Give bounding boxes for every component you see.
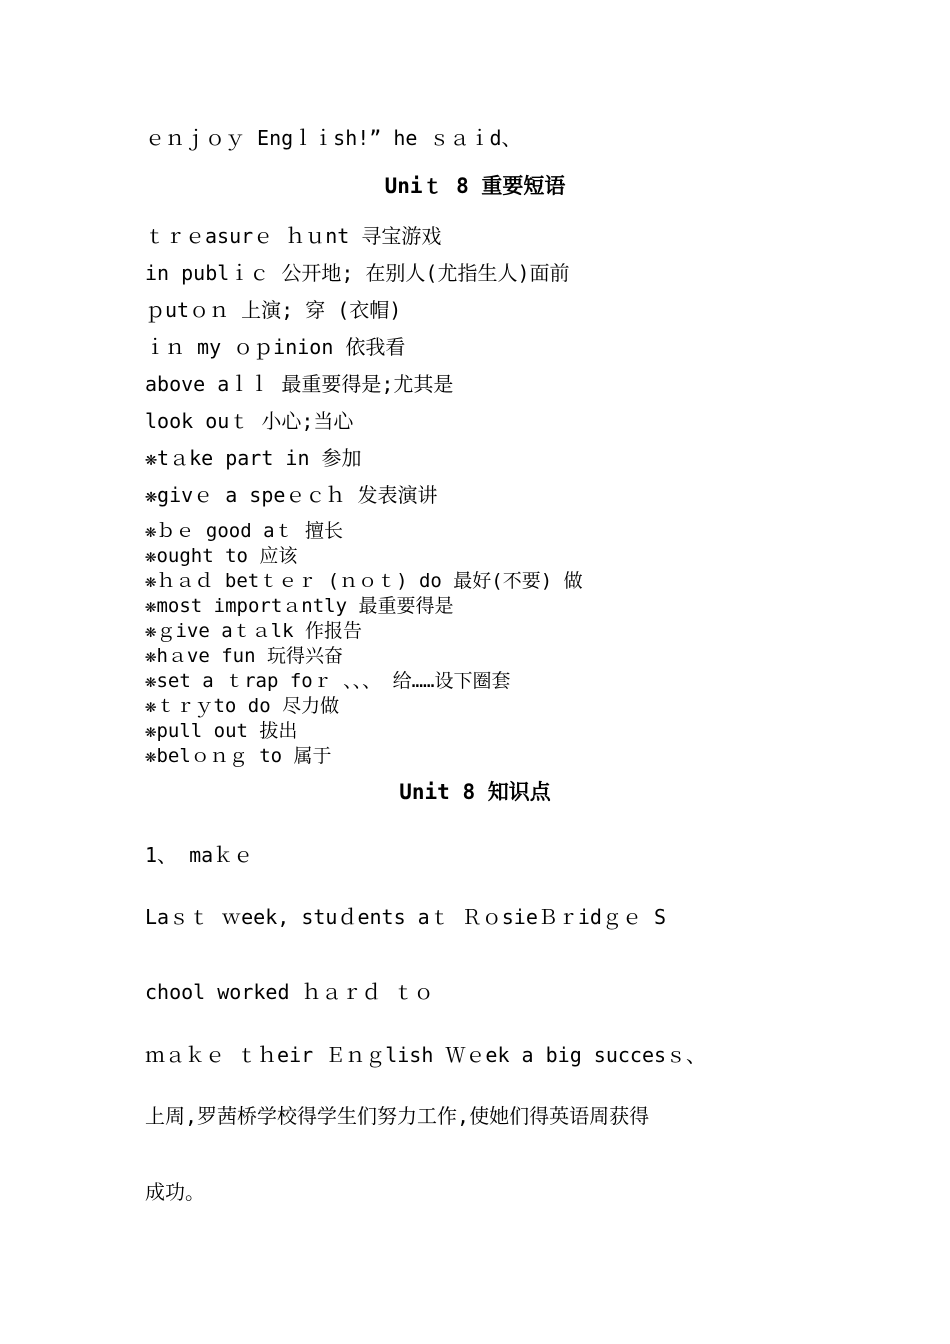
- starred-phrase-line: ❋set a ｔrap foｒ 、、、 给……设下圈套: [145, 670, 511, 692]
- starred-phrase-line: ❋hａve fun 玩得兴奋: [145, 645, 343, 667]
- knowledge-item-label: 1、 maｋｅ: [145, 843, 254, 867]
- starred-phrase-line: ❋ought to 应该: [145, 545, 298, 567]
- translation-line: 上周,罗茜桥学校得学生们努力工作,使她们得英语周获得: [145, 1104, 650, 1128]
- phrase-line: ｔｒｅasurｅ ｈｕnt 寻宝游戏: [145, 224, 442, 248]
- example-text-line: Laｓｔ ｗeek, stuｄents aｔ ＲｏsieＢｒidｇｅ S: [145, 905, 667, 929]
- starred-phrase-line: ❋most importａntly 最重要得是: [145, 595, 454, 617]
- phrase-line: ｐutｏｎ 上演; 穿 (衣帽): [145, 298, 402, 322]
- example-text-line: chool worked ｈａｒｄ ｔｏ: [145, 980, 434, 1004]
- phrase-line: ❋tａke part in 参加: [145, 446, 362, 470]
- section-title-phrases: Uniｔ 8 重要短语: [384, 174, 566, 198]
- translation-line: 成功。: [145, 1180, 205, 1204]
- starred-phrase-line: ❋ｈａｄ betｔｅｒ (ｎｏｔ) do 最好(不要) 做: [145, 570, 583, 592]
- phrase-line: ｉｎ my ｏｐinion 依我看: [145, 335, 406, 359]
- starred-phrase-line: ❋ｇive aｔａlk 作报告: [145, 620, 362, 642]
- starred-phrase-line: ❋ｔｒｙto do 尽力做: [145, 695, 340, 717]
- intro-line: ｅｎｊｏｙ Engｌｉsh!” he ｓａｉd、: [145, 126, 522, 150]
- section-title-knowledge: Unit 8 知识点: [399, 780, 551, 804]
- starred-phrase-line: ❋pull out 拔出: [145, 720, 298, 742]
- example-text-line: ｍａｋｅ ｔｈeir Ｅｎｇlish Ｗｅek a big succesｓ、: [145, 1043, 707, 1067]
- starred-phrase-line: ❋belｏｎｇ to 属于: [145, 745, 332, 767]
- phrase-line: above aｌｌ 最重要得是;尤其是: [145, 372, 454, 396]
- starred-phrase-line: ❋ｂｅ good aｔ 擅长: [145, 520, 343, 542]
- phrase-line: in publｉｃ 公开地; 在别人(尤指生人)面前: [145, 261, 570, 285]
- phrase-line: look ouｔ 小心;当心: [145, 409, 354, 433]
- phrase-line: ❋givｅ a speｅｃｈ 发表演讲: [145, 483, 438, 507]
